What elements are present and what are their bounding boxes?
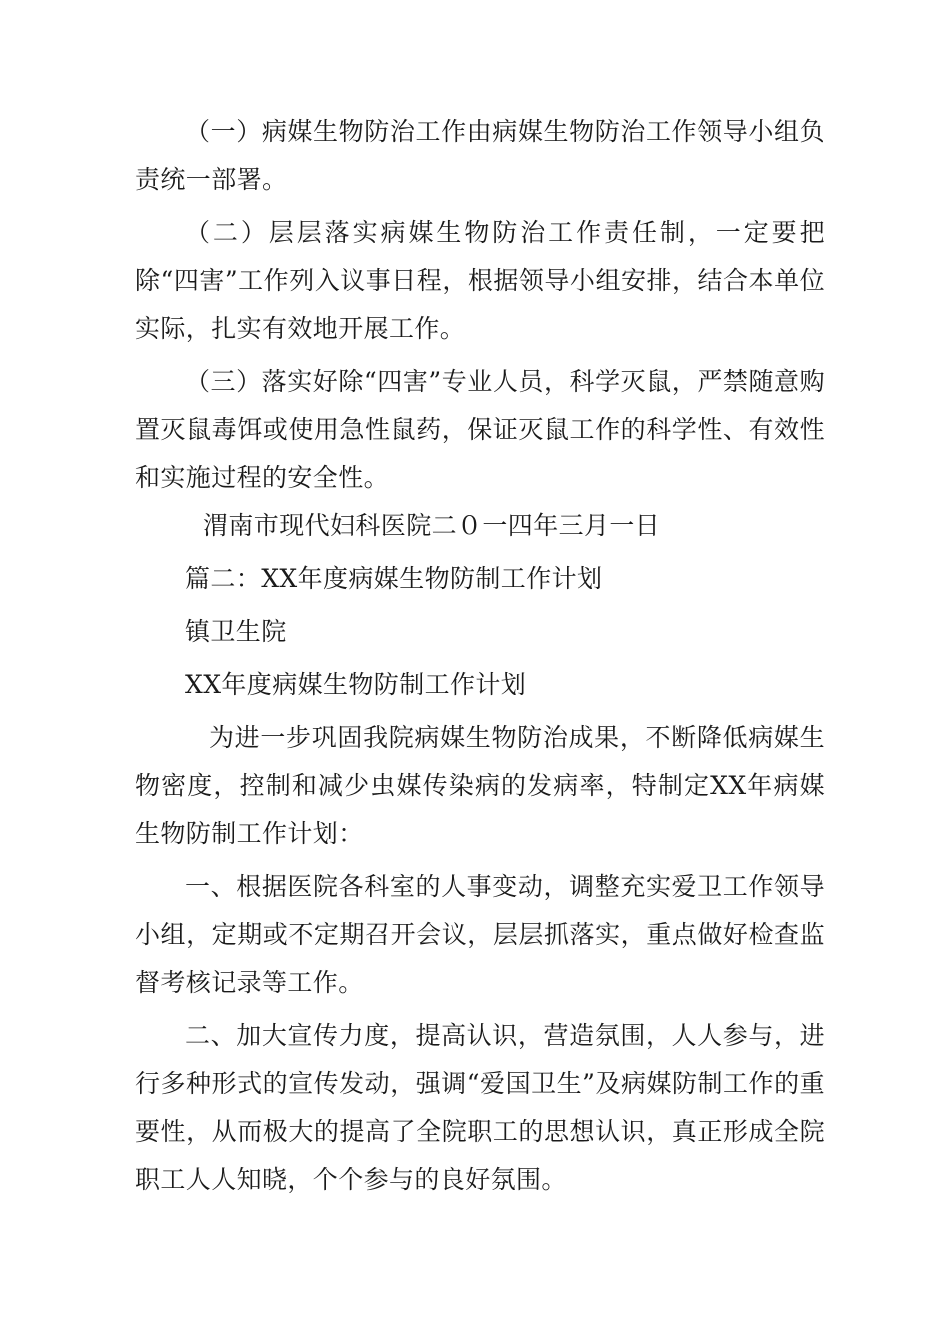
paragraph-2: （二）层层落实病媒生物防治工作责任制，一定要把除“四害”工作列入议事日程，根据领导小组安排，结合本单位实际，扎实有效地开展工作。 — [135, 218, 825, 343]
paragraph-1: （一）病媒生物防治工作由病媒生物防治工作领导小组负责统一部署。 — [135, 117, 825, 194]
plan-title: XX年度病媒生物防制工作计划 — [185, 670, 527, 699]
paragraph-5: 一、根据医院各科室的人事变动，调整充实爱卫工作领导小组，定期或不定期召开会议，层层抓落实，重点做好检查监督考核记录等工作。 — [135, 872, 825, 997]
document-body — [135, 108, 825, 1204]
paragraph-6: 二、加大宣传力度，提高认识，营造氛围，人人参与，进行多种形式的宣传发动，强调“爱国卫生”及病媒防制工作的重要性，从而极大的提高了全院职工的思想认识，真正形成全院职工人人知晓，个个参与的良好氛围。 — [135, 1021, 825, 1194]
paragraph-4: 为进一步巩固我院病媒生物防治成果，不断降低病媒生物密度，控制和减少虫媒传染病的发病率，特制定XX年病媒生物防制工作计划： — [135, 723, 825, 848]
signature-line: 渭南市现代妇科医院二０一四年三月一日 — [203, 511, 661, 540]
section-title: 篇二：XX年度病媒生物防制工作计划 — [185, 564, 603, 593]
organization-name: 镇卫生院 — [185, 617, 287, 646]
paragraph-3: （三）落实好除“四害”专业人员，科学灭鼠，严禁随意购置灭鼠毒饵或使用急性鼠药，保证灭鼠工作的科学性、有效性和实施过程的安全性。 — [135, 367, 825, 492]
